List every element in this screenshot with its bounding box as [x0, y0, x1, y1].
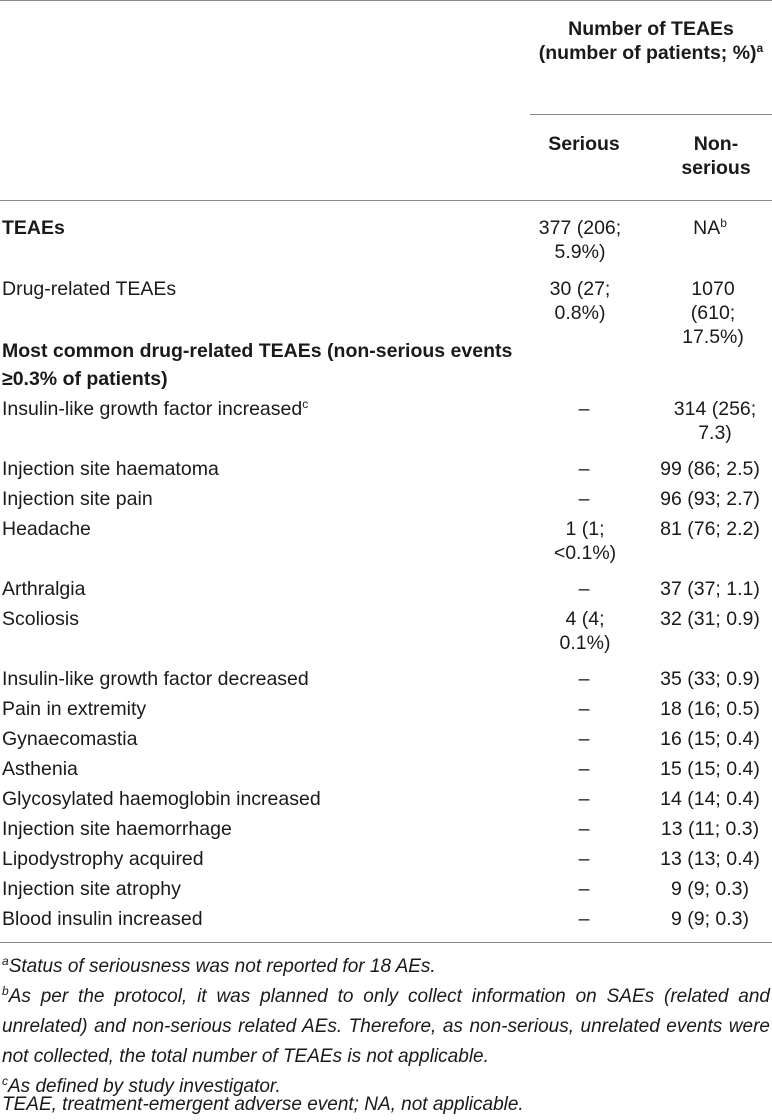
cell-nonserious: 16 (15; 0.4) [660, 728, 760, 750]
cell-nonserious: 9 (9; 0.3) [670, 908, 750, 930]
row-label: Injection site haematoma [2, 458, 219, 480]
cell-serious: 1 (1; <0.1%) [553, 518, 617, 564]
cell-nonserious: 13 (11; 0.3) [660, 818, 760, 840]
header-rule [0, 200, 772, 201]
cell-serious: – [578, 848, 590, 870]
cell-serious: – [578, 878, 590, 900]
footnote-c: $^c$As defined by study investigator. [2, 1074, 281, 1097]
cell-nonserious: 314 (256; 7.3) [673, 398, 757, 444]
cell-nonserious: 37 (37; 1.1) [660, 578, 760, 600]
row-label: Lipodystrophy acquired [2, 848, 204, 870]
cell-serious: 30 (27; 0.8%) [549, 278, 611, 324]
row-label: Injection site atrophy [2, 878, 181, 900]
footnote-a: $^a$Status of seriousness was not reported for 18 AEs. [2, 954, 436, 977]
footnote-abbreviations: TEAE, treatment-emergent adverse event; NA, not applicable. [2, 1094, 524, 1115]
cell-serious: – [578, 908, 590, 930]
cell-serious: – [578, 698, 590, 720]
group-header: Number of TEAEs (number of patients; %)$^a$ [538, 18, 764, 64]
cell-serious: – [578, 458, 590, 480]
cell-nonserious: 1070 (610; 17.5%) [682, 278, 744, 348]
cell-nonserious: 32 (31; 0.9) [660, 608, 760, 630]
col-header-serious: Serious [548, 133, 620, 155]
cell-serious: – [578, 818, 590, 840]
row-label: Glycosylated haemoglobin increased [2, 788, 321, 810]
cell-serious: 377 (206; 5.9%) [538, 217, 622, 263]
row-label: TEAEs [2, 217, 65, 239]
cell-nonserious: 35 (33; 0.9) [660, 668, 760, 690]
cell-nonserious: 81 (76; 2.2) [660, 518, 760, 540]
cell-nonserious: 13 (13; 0.4) [660, 848, 760, 870]
cell-nonserious: 99 (86; 2.5) [660, 458, 760, 480]
cell-nonserious: $NA^b$ [693, 216, 727, 239]
row-label: Drug-related TEAEs [2, 278, 177, 300]
cell-serious: – [578, 758, 590, 780]
row-label: Injection site pain [2, 488, 153, 510]
bottom-rule [0, 942, 772, 943]
cell-serious: – [578, 398, 590, 420]
footnote-b: $^b$As per the protocol, it was planned to only collect information on SAEs (related and unrelated) and non-serious related AEs. Therefore, as non-serious, unrelated events were not collected, the total number of TEAEs is not applicable. [2, 984, 770, 1067]
col-header-nonserious: Non-serious [681, 133, 751, 179]
cell-nonserious: 18 (16; 0.5) [660, 698, 760, 720]
group-header-rule [530, 114, 772, 115]
row-label: Asthenia [2, 758, 78, 780]
cell-serious: – [578, 578, 590, 600]
cell-nonserious: 96 (93; 2.7) [660, 488, 760, 510]
cell-serious: – [578, 668, 590, 690]
row-label: Headache [2, 518, 91, 540]
cell-serious: – [578, 488, 590, 510]
cell-serious: – [578, 788, 590, 810]
row-label: Arthralgia [2, 578, 86, 600]
row-label: Insulin-like growth factor increased$^c$ [2, 397, 309, 420]
row-label: Pain in extremity [2, 698, 147, 720]
row-label: Injection site haemorrhage [2, 818, 232, 840]
top-rule [0, 0, 772, 1]
section-heading: Most common drug-related TEAEs (non-serious events ≥0.3% of patients) [2, 340, 513, 390]
row-label: Blood insulin increased [2, 908, 203, 930]
cell-serious: 4 (4; 0.1%) [559, 608, 611, 654]
cell-nonserious: 14 (14; 0.4) [660, 788, 760, 810]
row-label: Scoliosis [2, 608, 79, 630]
cell-serious: – [578, 728, 590, 750]
row-label: Insulin-like growth factor decreased [2, 668, 309, 690]
row-label: Gynaecomastia [2, 728, 138, 750]
cell-nonserious: 15 (15; 0.4) [660, 758, 760, 780]
cell-nonserious: 9 (9; 0.3) [670, 878, 750, 900]
